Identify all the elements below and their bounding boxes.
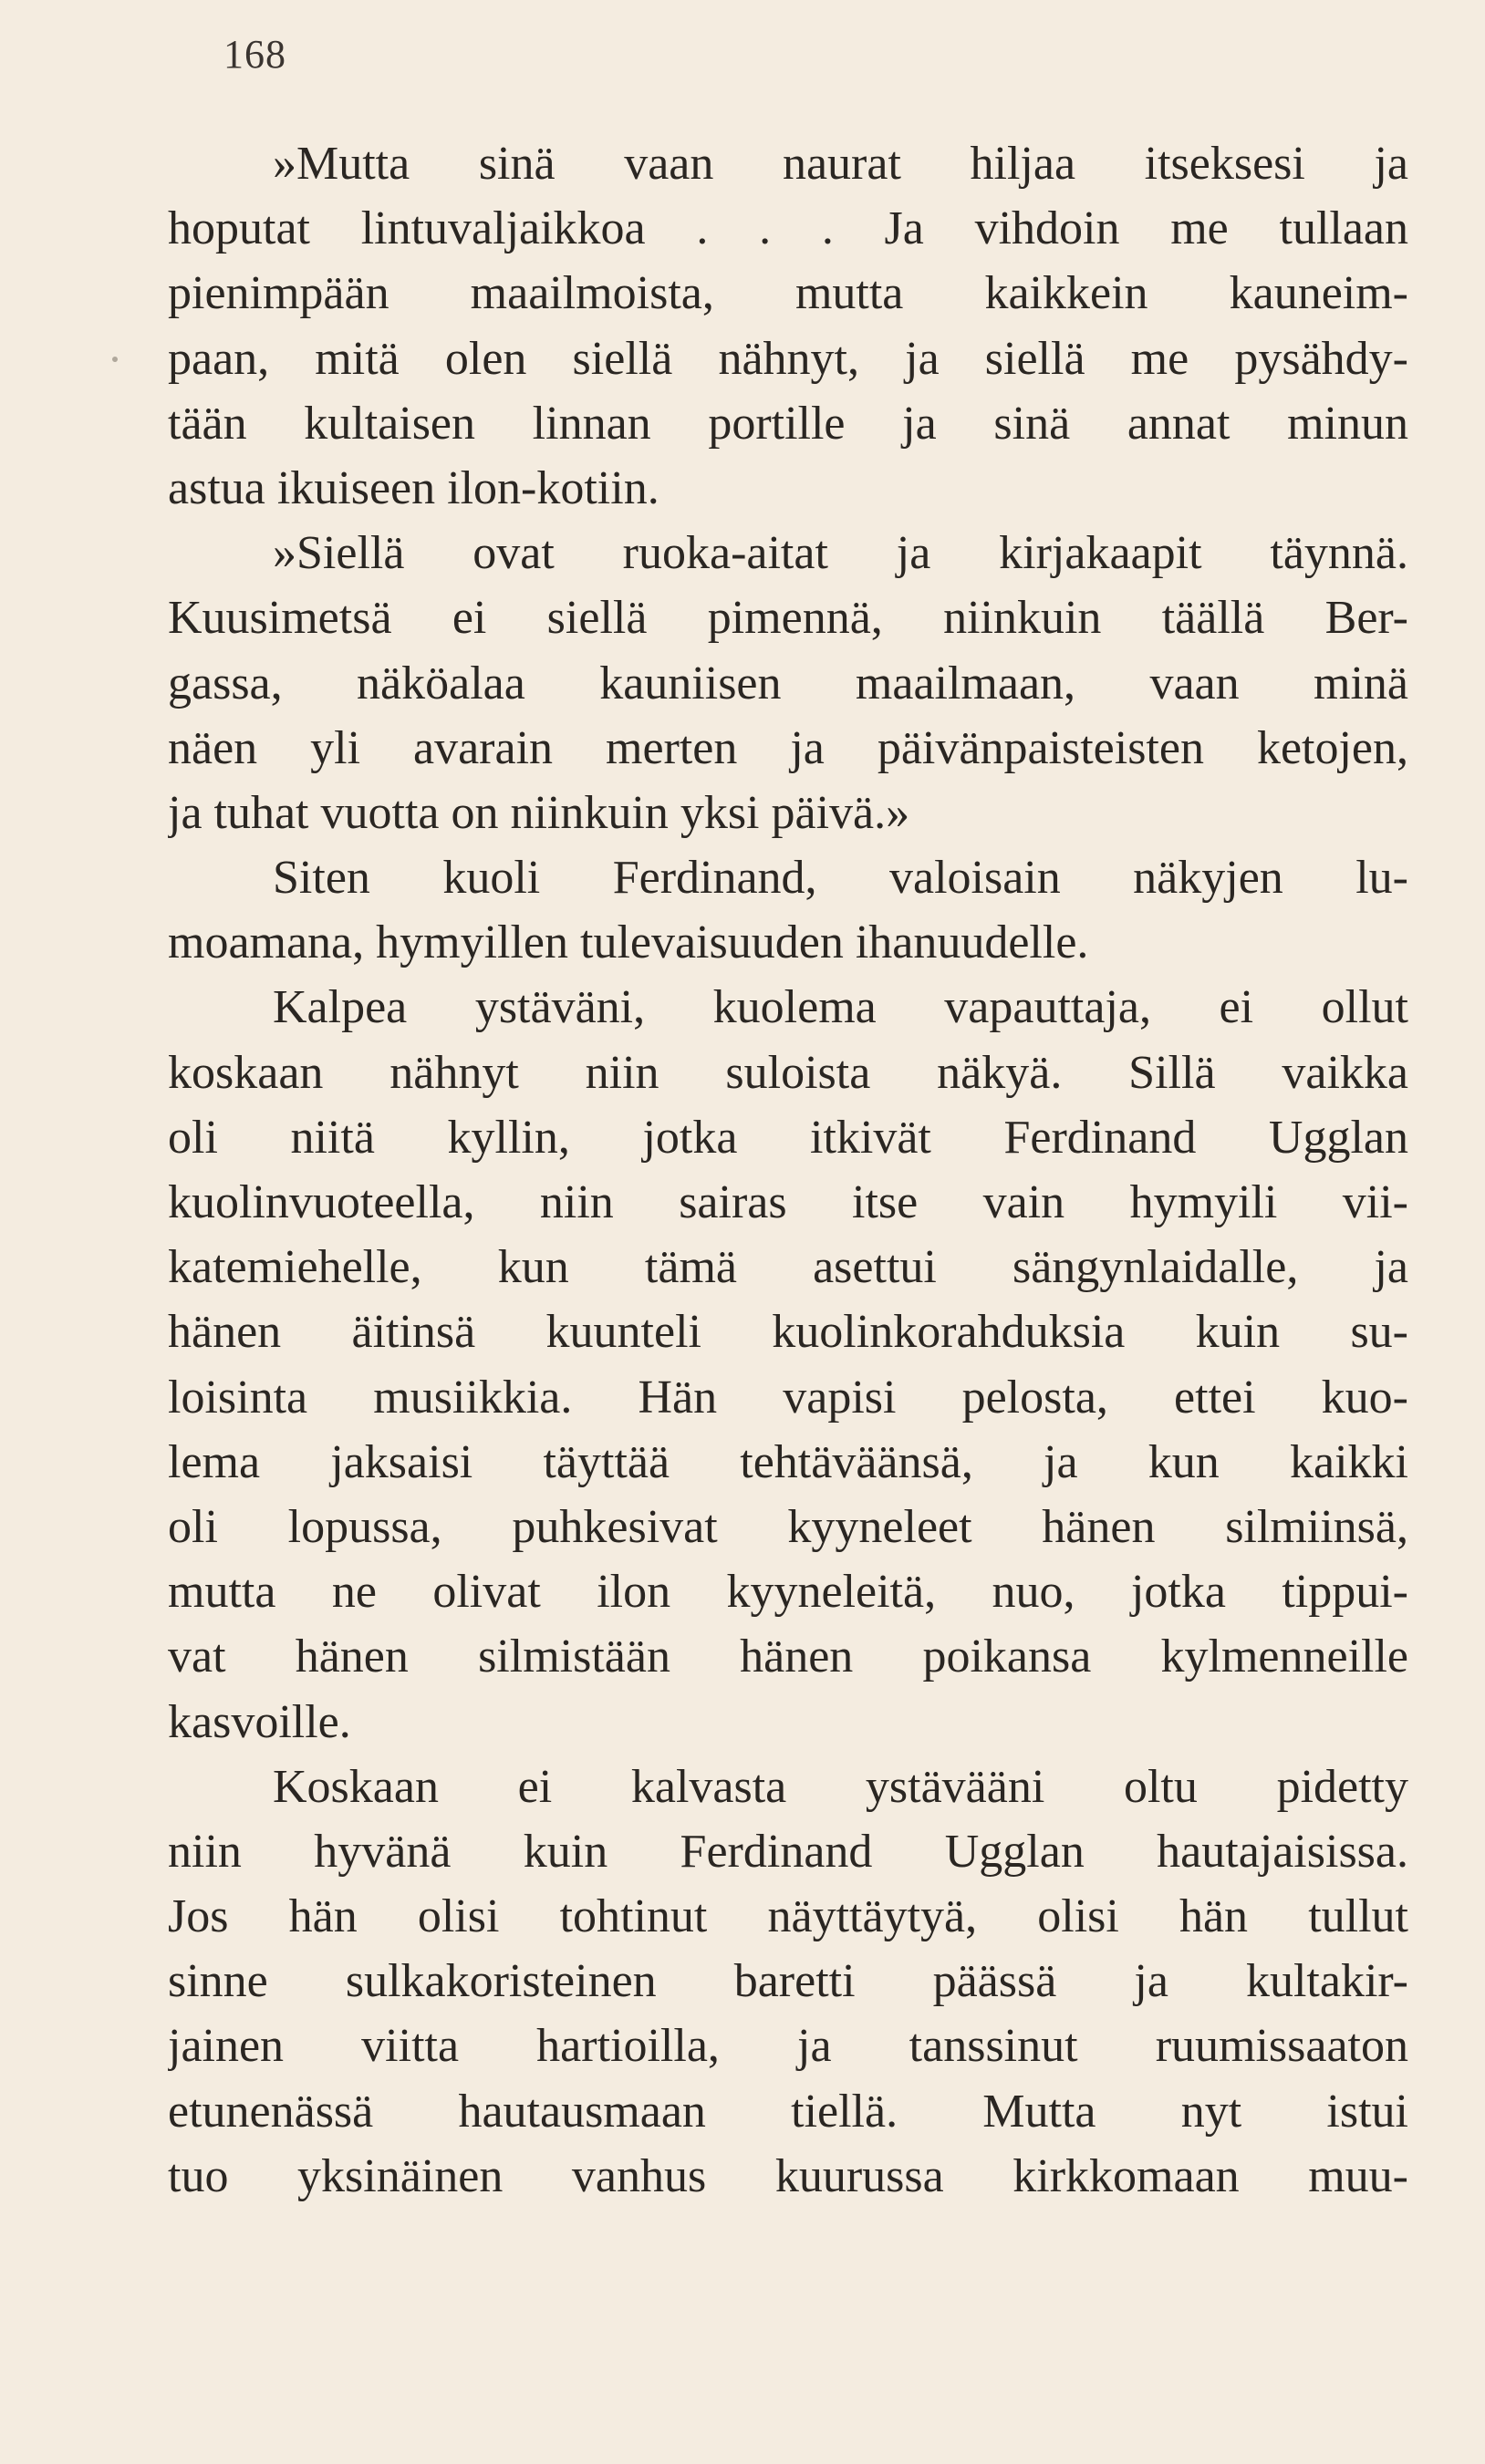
text-line: sinne sulkakoristeinen baretti päässä ja kultakir- — [168, 1955, 1408, 2008]
text-line: gassa, näköalaa kauniisen maailmaan, vaan minä — [168, 657, 1408, 709]
text-line: astua ikuiseen ilon-kotiin. — [168, 461, 659, 514]
text-line: Siten kuoli Ferdinand, valoisain näkyjen lu- — [273, 852, 1408, 905]
text-line: hoputat lintuvaljaikkoa . . . Ja vihdoin me tullaan — [168, 202, 1408, 255]
text-line: katemiehelle, kun tämä asettui sängynlaidalle, ja — [168, 1241, 1408, 1294]
text-line: vat hänen silmistään hänen poikansa kylmenneille — [168, 1631, 1408, 1683]
text-line: pienimpään maailmoista, mutta kaikkein kauneim- — [168, 267, 1408, 320]
text-line: oli lopussa, puhkesivat kyyneleet hänen silmiinsä, — [168, 1500, 1408, 1553]
body-text — [168, 131, 1408, 2209]
text-line: lema jaksaisi täyttää tehtäväänsä, ja kun kaikki — [168, 1435, 1408, 1488]
text-line: loisinta musiikkia. Hän vapisi pelosta, ettei kuo- — [168, 1371, 1408, 1424]
text-line: Koskaan ei kalvasta ystävääni oltu pidetty — [273, 1760, 1408, 1813]
text-line: mutta ne olivat ilon kyyneleitä, nuo, jotka tippui- — [168, 1566, 1408, 1619]
text-line: näen yli avarain merten ja päivänpaisteisten ketojen, — [168, 721, 1408, 774]
text-line: moamana, hymyillen tulevaisuuden ihanuudelle. — [168, 916, 1089, 969]
margin-mark — [112, 357, 118, 362]
text-line: tuo yksinäinen vanhus kuurussa kirkkomaan muu- — [168, 2149, 1408, 2202]
text-line: »Mutta sinä vaan naurat hiljaa itseksesi ja — [273, 138, 1408, 190]
text-line: kasvoille. — [168, 1695, 351, 1748]
text-line: kuolinvuoteella, niin sairas itse vain hymyili vii- — [168, 1176, 1408, 1228]
text-line: etunenässä hautausmaan tiellä. Mutta nyt istui — [168, 2085, 1408, 2138]
page-number: 168 — [223, 32, 286, 77]
text-line: hänen äitinsä kuunteli kuolinkorahduksia kuin su- — [168, 1306, 1408, 1359]
text-line: tään kultaisen linnan portille ja sinä annat minun — [168, 397, 1408, 450]
text-line: Kuusimetsä ei siellä pimennä, niinkuin täällä Ber- — [168, 592, 1408, 645]
text-line: koskaan nähnyt niin suloista näkyä. Sillä vaikka — [168, 1046, 1408, 1099]
text-line: Kalpea ystäväni, kuolema vapauttaja, ei ollut — [273, 981, 1408, 1034]
text-line: oli niitä kyllin, jotka itkivät Ferdinand Ugglan — [168, 1111, 1408, 1164]
text-line: jainen viitta hartioilla, ja tanssinut ruumissaaton — [168, 2020, 1408, 2073]
text-line: niin hyvänä kuin Ferdinand Ugglan hautajaisissa. — [168, 1825, 1408, 1878]
text-line: Jos hän olisi tohtinut näyttäytyä, olisi hän tullut — [168, 1890, 1408, 1943]
text-line: »Siellä ovat ruoka-aitat ja kirjakaapit täynnä. — [273, 527, 1408, 580]
text-line: ja tuhat vuotta on niinkuin yksi päivä.» — [168, 786, 910, 839]
text-line: paan, mitä olen siellä nähnyt, ja siellä me pysähdy- — [168, 332, 1408, 385]
